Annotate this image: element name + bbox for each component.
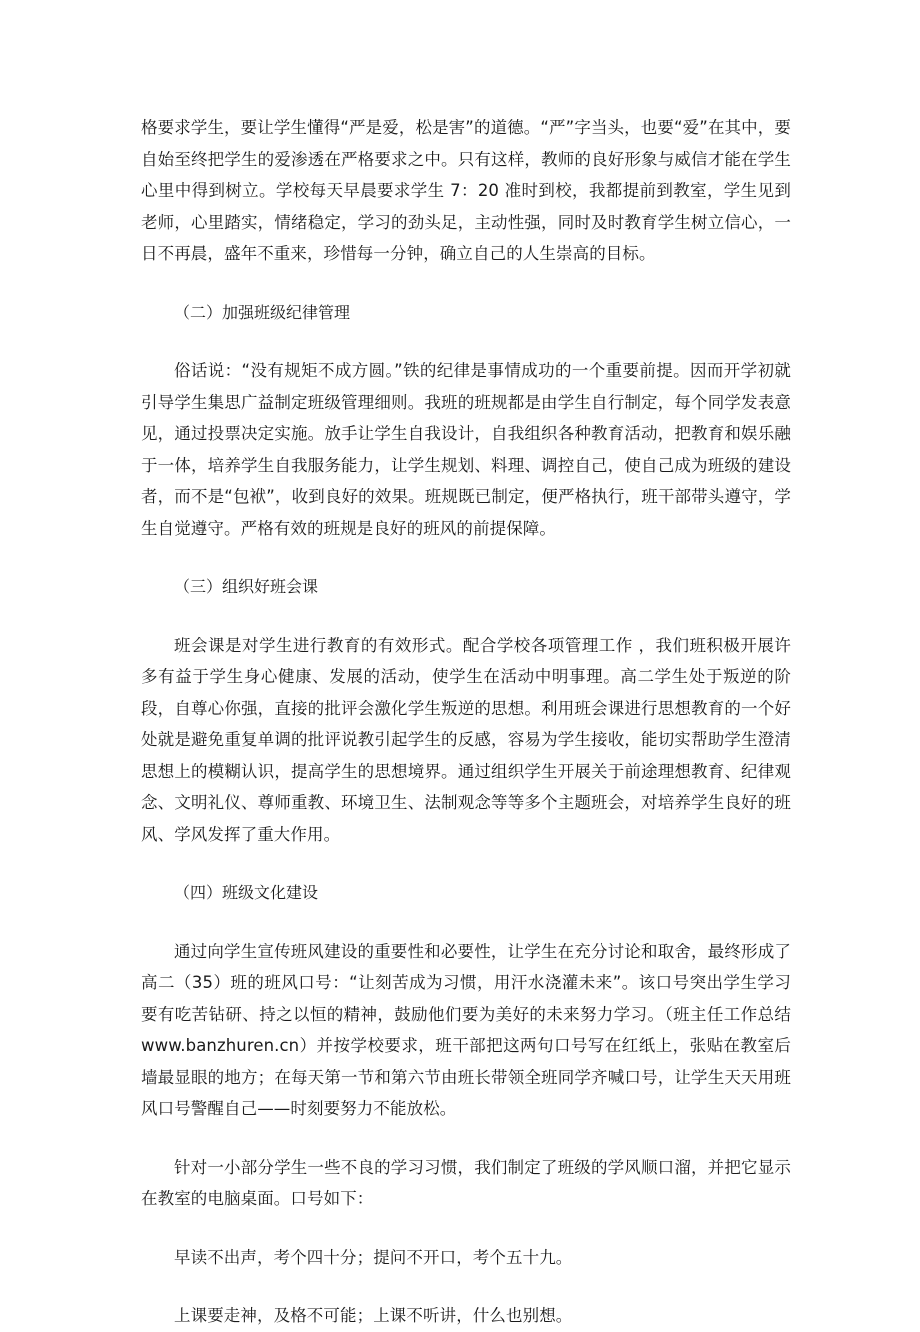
slogan-line-2: 上课要走神，及格不可能；上课不听讲，什么也别想。 — [174, 1306, 573, 1325]
section-heading-class-meeting: （三）组织好班会课 — [174, 577, 319, 596]
paragraph-class-meeting: 班会课是对学生进行教育的有效形式。配合学校各项管理工作 ，我们班积极开展许多有益于学生身心健康、发展的活动，使学生在活动中明事理。高二学生处于叛逆的阶段，自尊心你强，直接的批评会激化学生叛逆的思想。利用班会课进行思想教育的一个好处就是避免重复单调的批评说教引起学生的反感，容易为学生接收，能切实帮助学生澄清思想上的模糊认识，提高学生的思想境界。通过组织学生开展关于前途理想教育、纪律观念、文明礼仪、尊师重教、环境卫生、法制观念等等多个主题班会，对培养学生良好的班风、学风发挥了重大作用。 — [141, 635, 791, 844]
paragraph-study-slogan-intro: 针对一小部分学生一些不良的学习习惯，我们制定了班级的学风顺口溜，并把它显示在教室的电脑桌面。口号如下： — [141, 1157, 791, 1208]
document-page — [141, 112, 791, 1332]
paragraph-gap — [141, 909, 791, 936]
paragraph-gap — [141, 1215, 791, 1242]
paragraph-strict-love: 格要求学生，要让学生懂得“严是爱，松是害”的道德。“严”字当头，也要“爱”在其中，要自始至终把学生的爱渗透在严格要求之中。只有这样，教师的良好形象与威信才能在学生心里中得到树立。学校每天早晨要求学生 7：20 准时到校，我都提前到教室，学生见到老师，心里踏实，情绪稳定，学习的劲头足，主动性强，同时及时教育学生树立信心，一日不再晨，盛年不重来，珍惜每一分钟，确立自己的人生崇高的目标。 — [141, 118, 791, 263]
slogan-line-1: 早读不出声，考个四十分；提问不开口，考个五十九。 — [174, 1247, 573, 1267]
paragraph-gap — [141, 850, 791, 877]
paragraph-discipline: 俗话说：“没有规矩不成方圆。”铁的纪律是事情成功的一个重要前提。因而开学初就引导学生集思广益制定班级管理细则。我班的班规都是由学生自行制定，每个同学发表意见，通过投票决定实施。放手让学生自我设计，自我组织各种教育活动，把教育和娱乐融于一体，培养学生自我服务能力，让学生规划、料理、调控自己，使自己成为班级的建设者，而不是“包袱”，收到良好的效果。班规既已制定，便严格执行，班干部带头遵守，学生自觉遵守。严格有效的班规是良好的班风的前提保障。 — [141, 361, 791, 538]
paragraph-gap — [141, 603, 791, 630]
paragraph-gap — [141, 1273, 791, 1300]
paragraph-gap — [141, 270, 791, 297]
paragraph-gap — [141, 1125, 791, 1152]
paragraph-gap — [141, 328, 791, 355]
paragraph-gap — [141, 544, 791, 571]
section-heading-class-culture: （四）班级文化建设 — [174, 883, 319, 902]
paragraph-class-culture: 通过向学生宣传班风建设的重要性和必要性，让学生在充分讨论和取舍，最终形成了高二（35）班的班风口号：“让刻苦成为习惯，用汗水浇灌未来”。该口号突出学生学习要有吃苦钻研、持之以恒的精神，鼓励他们要为美好的未来努力学习。（班主任工作总结 www.banzhuren.cn）并按学校要求，班干部把这两句口号写在红纸上，张贴在教室后墙最显眼的地方；在每天第一节和第六节由班长带领全班同学齐喊口号，让学生天天用班风口号警醒自己——时刻要努力不能放松。 — [141, 941, 791, 1118]
section-heading-discipline: （二）加强班级纪律管理 — [174, 302, 351, 322]
